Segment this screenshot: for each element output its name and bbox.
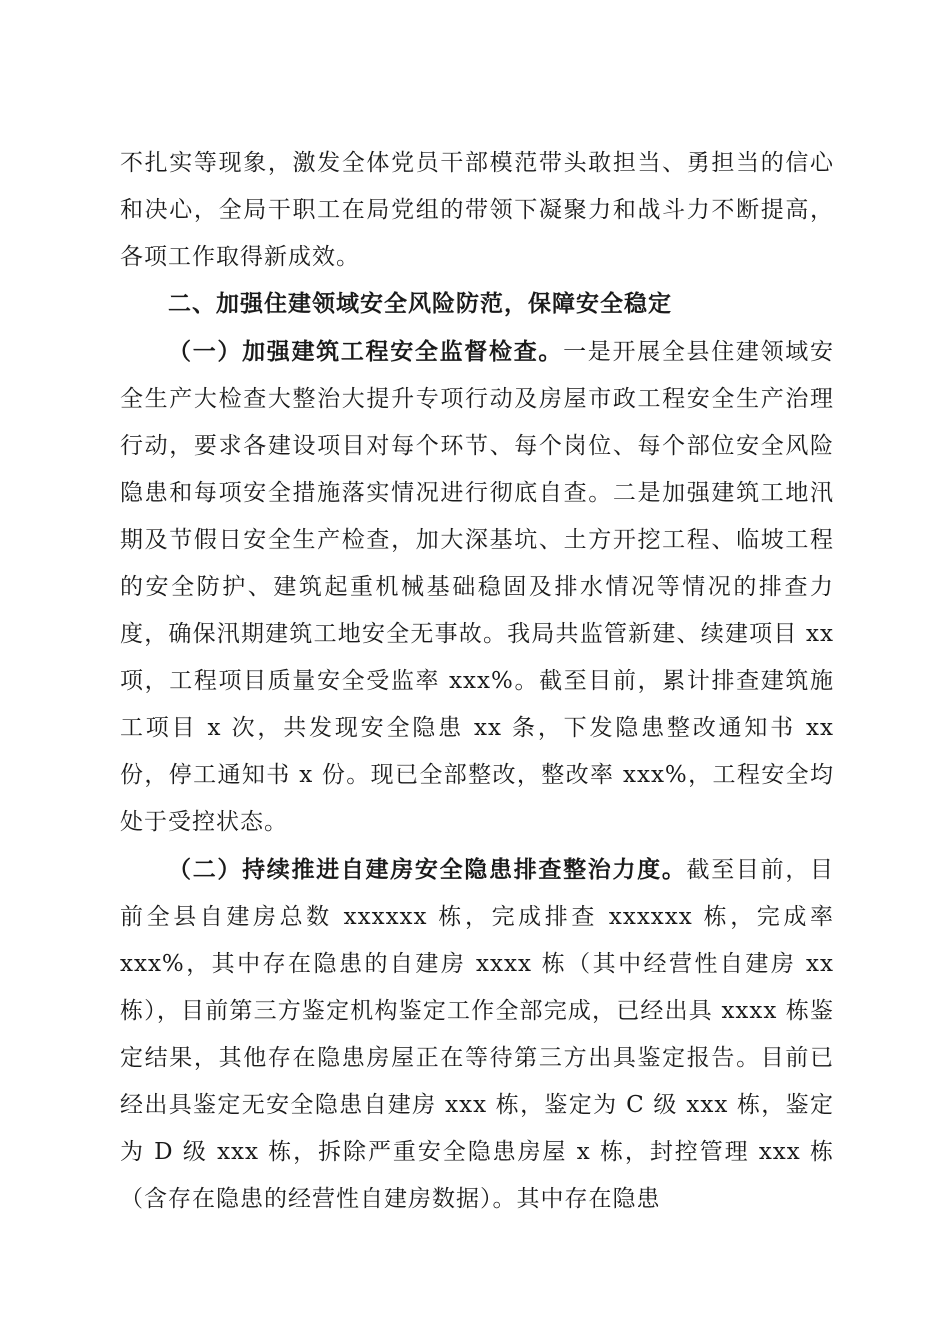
document-body: [120, 140, 834, 1223]
paragraph-continuation: 不扎实等现象，激发全体党员干部模范带头敢担当、勇担当的信心和决心，全局干职工在局党组的带领下凝聚力和战斗力不断提高，各项工作取得新成效。: [120, 150, 834, 270]
paragraph-text: 截至目前，目前全县自建房总数 xxxxxx 栋，完成排查 xxxxxx 栋，完成率 xxx%，其中存在隐患的自建房 xxxx 栋（其中经营性自建房 xx 栋），目前第三方鉴定机构鉴定工作全部完成，已经出具 xxxx 栋鉴定结果，其他存在隐患房屋正在等待第三方出具鉴定报告。目前已经出具鉴定无安全隐患自建房 xxx 栋，鉴定为 C 级 xxx 栋，鉴定为 D 级 xxx 栋，拆除严重安全隐患房屋 x 栋，封控管理 xxx 栋（含存在隐患的经营性自建房数据）。其中存在隐患: [120, 857, 835, 1212]
paragraph-lead: （一）加强建筑工程安全监督检查。: [168, 338, 564, 365]
paragraph-text: 一是开展全县住建领域安全生产大检查大整治大提升专项行动及房屋市政工程安全生产治理行动，要求各建设项目对每个环节、每个岗位、每个部位安全风险隐患和每项安全措施落实情况进行彻底自查。二是加强建筑工地汛期及节假日安全生产检查，加大深基坑、土方开挖工程、临坡工程的安全防护、建筑起重机械基础稳固及排水情况等情况的排查力度，确保汛期建筑工地安全无事故。我局共监管新建、续建项目 xx 项，工程项目质量安全受监率 xxx%。截至目前，累计排查建筑施工项目 x 次，共发现安全隐患 xx 条，下发隐患整改通知书 xx 份，停工通知书 x 份。现已全部整改，整改率 xxx%，工程安全均处于受控状态。: [120, 339, 835, 835]
paragraph-construction-safety: [120, 328, 834, 846]
paragraph-self-built-housing: [120, 846, 834, 1223]
paragraph-lead: （二）持续推进自建房安全隐患排查整治力度。: [168, 856, 687, 883]
section-heading: 二、加强住建领域安全风险防范，保障安全稳定: [168, 291, 672, 317]
